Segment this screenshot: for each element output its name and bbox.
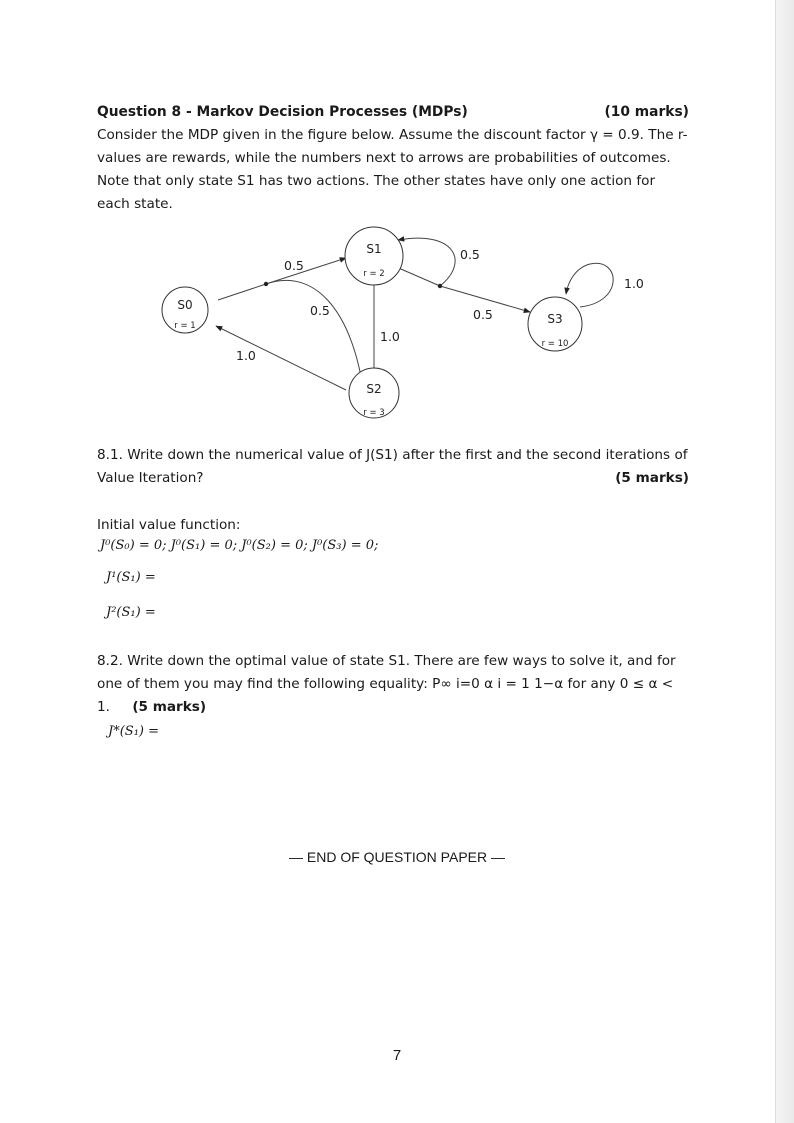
page-edge (775, 0, 794, 1123)
state-s0-reward: r = 1 (174, 321, 196, 331)
mdp-diagram (150, 222, 650, 430)
label-s1-s3: 0.5 (473, 307, 493, 322)
state-s2-name: S2 (366, 382, 382, 396)
edge-s3-loop (566, 263, 613, 307)
edge-split-s1 (266, 258, 346, 284)
end-of-paper: — END OF QUESTION PAPER — (289, 849, 505, 865)
part-8-2-text: 8.2. Write down the optimal value of state S1. There are few ways to solve it, and for one of them you may find the following equality: P∞ i=0 α i = 1 1−α for any 0 ≤ α < 1. (97, 653, 676, 715)
page-number: 7 (392, 1047, 402, 1064)
edge-s1-loop (398, 238, 455, 286)
j2-equation: J²(S₁) = (106, 605, 156, 620)
edge-s1-split2 (394, 266, 440, 286)
label-s0-s2: 0.5 (310, 303, 330, 318)
jstar-equation: J*(S₁) = (108, 724, 159, 739)
label-s3-loop: 1.0 (624, 276, 644, 291)
state-s1-reward: r = 2 (363, 269, 385, 279)
part-8-2 (97, 650, 689, 719)
part-8-2-marks: (5 marks) (132, 699, 207, 715)
question-intro: Consider the MDP given in the figure below. Assume the discount factor γ = 0.9. The r-values are rewards, while the numbers next to arrows are probabilities of outcomes. Note that only state S1 has two actions. The other states have only one action for each state. (97, 127, 688, 212)
question-header (97, 101, 689, 124)
state-s3-name: S3 (547, 312, 563, 326)
state-s3-reward: r = 10 (541, 339, 569, 349)
j1-equation: J¹(S₁) = (106, 570, 156, 585)
question-marks: (10 marks) (604, 104, 689, 120)
label-s2-s0: 1.0 (236, 348, 256, 363)
label-s1-loop: 0.5 (460, 247, 480, 262)
initial-equation: J⁰(S₀) = 0; J⁰(S₁) = 0; J⁰(S₂) = 0; J⁰(S₃) = 0; (100, 538, 379, 553)
label-s1-s2: 1.0 (380, 329, 400, 344)
part-8-1 (97, 444, 689, 490)
state-s0-name: S0 (177, 298, 193, 312)
question-title: Question 8 - Markov Decision Processes (MDPs) (97, 104, 468, 120)
part-8-1-text2: Value Iteration? (97, 470, 204, 486)
state-s2-reward: r = 3 (363, 408, 385, 418)
state-s1-name: S1 (366, 242, 382, 256)
part-8-1-text: 8.1. Write down the numerical value of J(S1) after the first and the second iterations of (97, 447, 688, 463)
label-s0-s1: 0.5 (284, 258, 304, 273)
part-8-1-marks: (5 marks) (615, 470, 689, 486)
edge-split-s2 (266, 280, 362, 382)
edge-s0-split (218, 284, 266, 300)
initial-label: Initial value function: (97, 517, 241, 533)
